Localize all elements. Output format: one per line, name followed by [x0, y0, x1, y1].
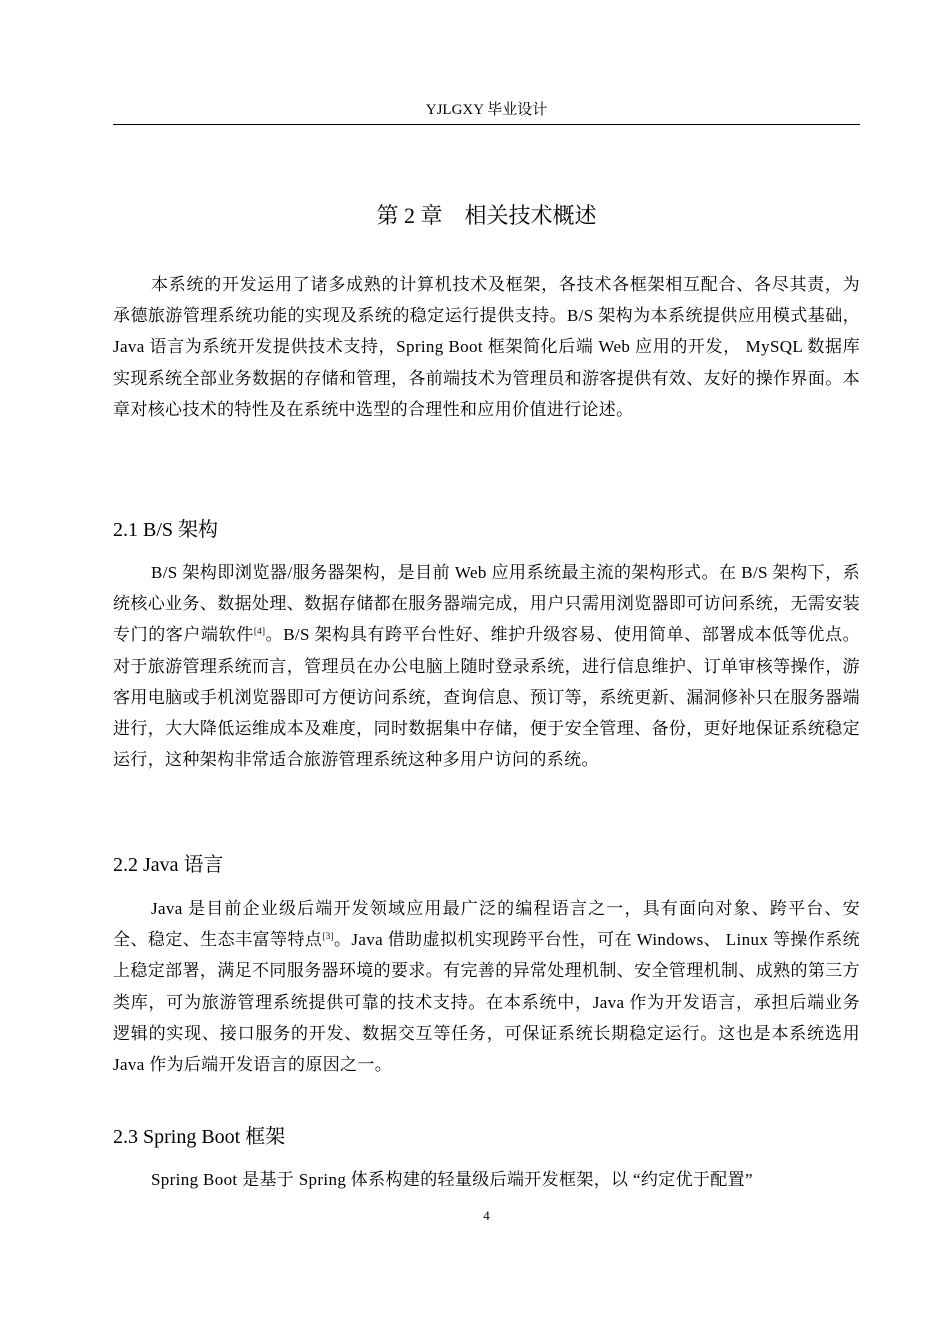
section-heading-2-2: 2.2 Java 语言	[113, 854, 224, 876]
section-heading-2-3: 2.3 Spring Boot 框架	[113, 1126, 286, 1148]
chapter-name: 相关技术概述	[464, 203, 597, 228]
page-number: 4	[483, 1208, 490, 1223]
citation-ref: [4]	[253, 626, 266, 637]
header-rule	[113, 124, 860, 125]
section-2-3-paragraph: Spring Boot 是基于 Spring 体系构建的轻量级后端开发框架，以 “约定优于配置”	[151, 1170, 753, 1189]
section-heading-2-1: 2.1 B/S 架构	[113, 519, 219, 541]
chapter-number: 第 2 章	[376, 203, 443, 228]
chapter-title	[113, 200, 860, 232]
section-2-1-paragraph: B/S 架构即浏览器/服务器架构，是目前 Web 应用系统最主流的架构形式。在 B/S 架构下，系统核心业务、数据处理、数据存储都在服务器端完成，用户只需用浏览器即可访问系统，无需安装专门的客户端软件[4]。B/S 架构具有跨平台性好、维护升级容易、使用简单、部署成本低等优点。对于旅游管理系统而言，管理员在办公电脑上随时登录系统，进行信息维护、订单审核等操作，游客用电脑或手机浏览器即可方便访问系统，查询信息、预订等，系统更新、漏洞修补只在服务器端进行，大大降低运维成本及难度，同时数据集中存储，便于安全管理、备份，更好地保证系统稳定运行，这种架构非常适合旅游管理系统这种多用户访问的系统。	[113, 563, 860, 770]
running-header: YJLGXY 毕业设计	[425, 102, 548, 118]
citation-ref: [3]	[322, 931, 334, 942]
intro-paragraph: 本系统的开发运用了诸多成熟的计算机技术及框架，各技术各框架相互配合、各尽其责，为承德旅游管理系统功能的实现及系统的稳定运行提供支持。B/S 架构为本系统提供应用模式基础，Java 语言为系统开发提供技术支持，Spring Boot 框架简化后端 Web 应用的开发， MySQL 数据库实现系统全部业务数据的存储和管理，各前端技术为管理员和游客提供有效、友好的操作界面。本章对核心技术的特性及在系统中选型的合理性和应用价值进行论述。	[113, 275, 860, 419]
section-2-2-paragraph: Java 是目前企业级后端开发领域应用最广泛的编程语言之一，具有面向对象、跨平台、安全、稳定、生态丰富等特点[3]。Java 借助虚拟机实现跨平台性，可在 Windows、 Linux 等操作系统上稳定部署，满足不同服务器环境的要求。有完善的异常处理机制、安全管理机制、成熟的第三方类库，可为旅游管理系统提供可靠的技术支持。在本系统中，Java 作为开发语言，承担后端业务逻辑的实现、接口服务的开发、数据交互等任务，可保证系统长期稳定运行。这也是本系统选用 Java 作为后端开发语言的原因之一。	[113, 899, 860, 1075]
